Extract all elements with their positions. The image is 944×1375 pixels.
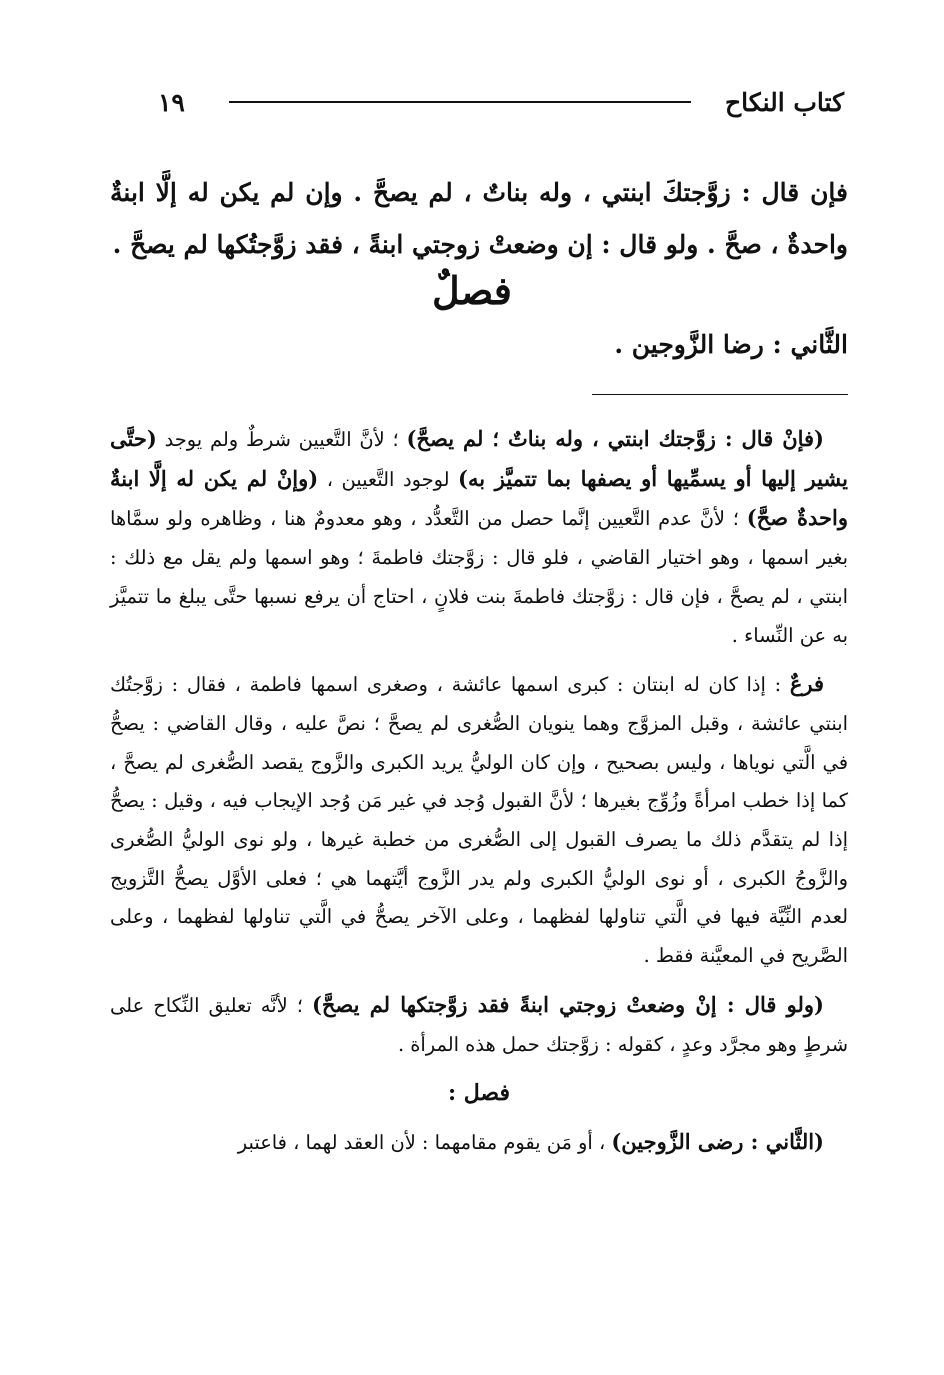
commentary-paragraph-4 [110,1123,848,1163]
matn-text [110,167,848,271]
quoted-matn-segment: فرعٌ [789,671,824,697]
commentary-segment: ، أو مَن يقوم مقامهما : لأن العقد لهما ، فاعتبر [237,1130,612,1154]
quoted-matn-segment: (حتَّى يشير إليها أو يسمِّيها أو يصفها بما تتميَّز به) [110,426,848,491]
commentary-divider [592,394,848,395]
commentary-segment: ؛ لأنَّ التَّعيين شرطٌ ولم يوجد [156,428,407,451]
quoted-matn-segment: (الثَّاني : رضى الزَّوجين) [611,1128,824,1154]
running-title: كتاب النكاح [725,87,844,117]
running-header [158,82,844,122]
commentary-section-heading: فصل : [447,1080,511,1107]
quoted-matn-segment: (ولو قال : إنْ وضعتْ زوجتي ابنةً فقد زوَّجتكها لم يصحَّ) [311,991,824,1017]
quoted-matn-segment: (فإنْ قال : زوَّجتك ابنتي ، وله بناتٌ ؛ لم يصحَّ) [406,426,824,451]
commentary-segment: ؛ لأنَّه تعليق النِّكاح على شرطٍ وهو مجرَّد وعدٍ ، كقوله : زوَّجتك حمل هذه المرأة . [110,993,848,1056]
header-rule [229,101,691,103]
quoted-matn-segment: (وإنْ لم يكن له إلَّا ابنةٌ واحدةٌ صحَّ) [110,465,848,531]
commentary-segment: ؛ لأنَّ عدم التَّعيين إنَّما حصل من التَّعدُّد ، وهو معدومٌ هنا ، وظاهره ولو سمَّاها بغير اسمها ، وهو اختيار القاضي ، فلو قال : زوَّجتك فاطمةَ ؛ وهو اسمها ولم يقل مع ذلك : ابنتي ، لم يصحَّ ، فإن قال : زوَّجتك فاطمةَ بنت فلانٍ ، احتاج أن يرفع نسبها حتَّى يبلغ ما تتميَّز به عن النِّساء . [110,507,848,647]
commentary-segment: لوجود التَّعيين ، [318,467,459,491]
commentary-paragraph-3 [110,986,848,1064]
page-number: ١٩ [158,87,185,117]
commentary-text [110,420,848,1173]
section-heading: فصلٌ [432,268,512,313]
commentary-paragraph-2 [110,665,848,976]
matn-second-condition: الثَّاني : رضا الزَّوجين . [614,330,848,359]
matn-paragraph: فإن قال : زوَّجتكَ ابنتي ، وله بناتٌ ، لم يصحَّ . وإن لم يكن له إلَّا ابنةٌ واحدةٌ ، صحَّ . ولو قال : إن وضعتْ زوجتي ابنةً ، فقد زوَّجتُكها لم يصحَّ . [110,178,848,259]
commentary-paragraph-1 [110,420,848,655]
commentary-segment: : إذا كان له ابنتان : كبرى اسمها عائشة ، وصغرى اسمها فاطمة ، فقال : زوَّجتُك ابنتي عائشة ، وقبل المزوَّج وهما ينويان الصُّغرى لم يصحَّ ؛ نصَّ عليه ، وقال القاضي : يصحُّ في الَّتي نوياها ، وليس بصحيح ، وإن كان الوليُّ يريد الكبرى والزَّوج يقصد الصُّغرى لم يصحَّ ، كما إذا خطب امرأةً وزُوِّج بغيرها ؛ لأنَّ القبول وُجد في غير مَن وُجد الإيجاب فيه ، وقيل : يصحُّ إذا لم يتقدَّم ذلك ما يصرف القبول إلى الصُّغرى من خطبة غيرها ، ولو نوى الوليُّ الصُّغرى والزَّوجُ الكبرى ، أو نوى الوليُّ الكبرى ولم يدر الزَّوج أيَّتهما هي ؛ فعلى الأوَّل يصحُّ التَّزويج لعدم النِّيَّة فيها في الَّتي تناولها لفظهما ، وعلى الآخر يصحُّ في الَّتي تناولها لفظهما ، وعلى الصَّريح في المعيَّنة فقط . [110,673,848,968]
